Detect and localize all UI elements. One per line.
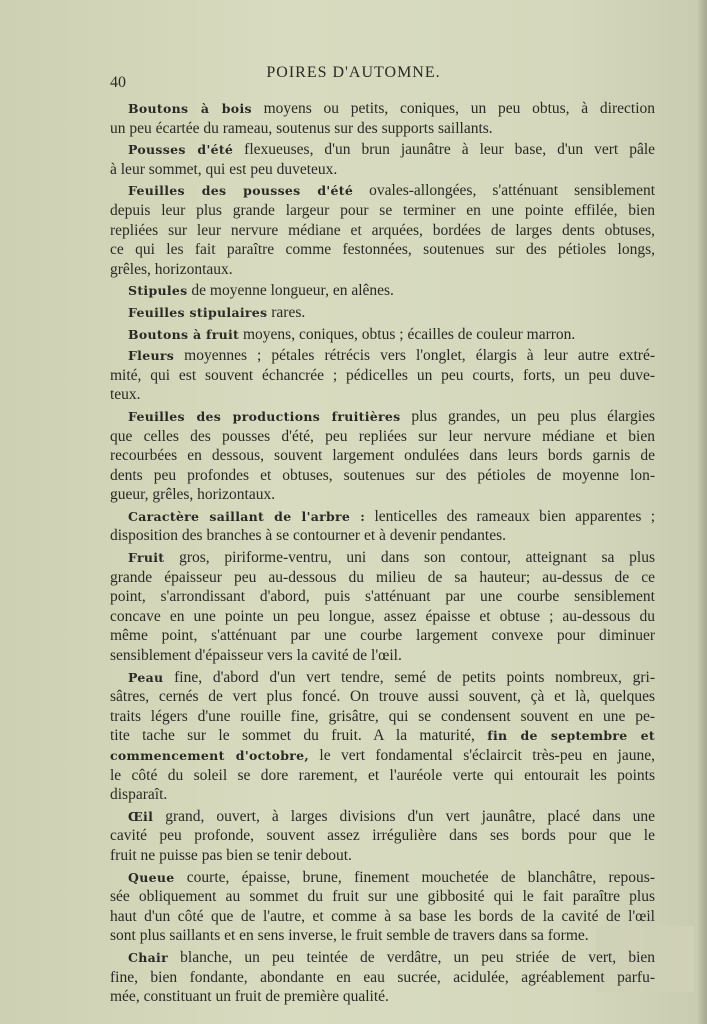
line-text: concave en une pointe un peu longue, assez épaisse et obtuse ; au-dessous du xyxy=(110,607,655,625)
text-line xyxy=(110,119,655,139)
line-text: sont plus saillants et en sens inverse, le fruit semble de travers dans sa forme. xyxy=(110,927,589,945)
text-line xyxy=(110,140,655,160)
text-line xyxy=(110,726,655,746)
line-text: traits légers d'une rouille fine, grisâtre, qui se condensent souvent en une pe- xyxy=(110,707,655,725)
paragraph xyxy=(110,948,655,1007)
paragraph-lead-term: Fleurs xyxy=(128,348,175,364)
line-text: dents peu profondes et obtuses, soutenues sur des pétioles de moyenne lon- xyxy=(110,466,655,484)
text-line xyxy=(110,868,655,888)
paragraph-lead-term: Boutons à bois xyxy=(128,101,252,116)
line-text: recourbées en dessous, souvent largement ondulées dans leurs bords garnis de xyxy=(110,447,655,465)
line-text: de moyenne longueur, en alênes. xyxy=(191,282,394,300)
text-line xyxy=(110,466,655,486)
paragraph xyxy=(110,303,655,323)
line-text: tite tache sur le sommet du fruit. A la maturité, xyxy=(110,727,475,745)
text-line xyxy=(110,907,655,927)
text-line xyxy=(110,427,655,447)
line-text: sâtres, cernés de vert plus foncé. On trouve aussi souvent, çà et là, quelques xyxy=(110,688,655,706)
paragraph xyxy=(110,807,655,866)
text-line xyxy=(110,281,655,301)
text-line xyxy=(110,968,655,988)
page-edge-shadow xyxy=(697,0,707,1024)
text-line xyxy=(110,687,655,707)
text-line xyxy=(110,646,655,666)
page-number: 40 xyxy=(110,74,126,91)
text-line xyxy=(110,99,655,119)
line-text: un peu écartée du rameau, soutenus sur des supports saillants. xyxy=(110,119,493,137)
line-text: mité, qui est souvent échancrée ; pédicelles un peu courts, forts, un peu duve- xyxy=(110,366,655,384)
line-text: le vert fondamental s'éclaircit très-peu en jaune, xyxy=(319,747,656,764)
inline-bold-term: commencement d'octobre, xyxy=(110,748,310,763)
line-text: disposition des branches à se contourner et à devenir pendantes. xyxy=(110,527,506,545)
paragraph xyxy=(110,99,655,138)
paragraph xyxy=(110,181,655,279)
line-text: fine, bien fondante, abondante en eau sucrée, acidulée, agréablement parfu- xyxy=(110,968,655,986)
inline-bold-term: fin de septembre et xyxy=(487,728,655,744)
line-text: à leur sommet, qui est peu duveteux. xyxy=(110,160,338,178)
text-line xyxy=(110,346,655,366)
line-text: grêles, horizontaux. xyxy=(110,260,233,278)
paragraph-lead-term: Pousses d'été xyxy=(128,142,234,158)
text-line xyxy=(110,240,655,260)
text-line xyxy=(110,607,655,627)
text-line xyxy=(110,926,655,946)
text-line xyxy=(110,807,655,827)
line-text: flexueuses, d'un brun jaunâtre à leur base, d'un vert pâle xyxy=(244,141,656,159)
line-text: blanche, un peu teintée de verdâtre, un peu striée de vert, bien xyxy=(180,948,656,966)
text-line xyxy=(110,707,655,727)
text-line xyxy=(110,260,655,280)
text-line xyxy=(110,526,655,546)
paragraph xyxy=(110,281,655,301)
text-line xyxy=(110,507,655,527)
paragraph-lead-term: Caractère saillant de l'arbre : xyxy=(128,508,366,524)
text-line xyxy=(110,325,655,345)
line-text: gros, piriforme-ventru, uni dans son contour, atteignant sa plus xyxy=(179,549,656,567)
paragraph xyxy=(110,868,655,946)
text-line xyxy=(110,385,655,405)
line-text: le côté du soleil se dore rarement, et l'auréole verte qui entourait les points xyxy=(110,766,655,784)
paragraph-lead-term: Chair xyxy=(128,949,168,965)
line-text: grand, ouvert, à larges divisions d'un vert jaunâtre, placé dans une xyxy=(165,807,656,825)
text-line xyxy=(110,846,655,866)
paragraph xyxy=(110,325,655,345)
line-text: plus grandes, un peu plus élargies xyxy=(411,407,655,425)
text-line xyxy=(110,587,655,607)
paragraph xyxy=(110,548,655,666)
line-text: rares. xyxy=(271,303,306,321)
text-line xyxy=(110,221,655,241)
text-line xyxy=(110,785,655,805)
paragraph-lead-term: Boutons à fruit xyxy=(128,326,240,342)
text-line xyxy=(110,548,655,568)
text-line xyxy=(110,987,655,1007)
line-text: lenticelles des rameaux bien apparentes ; xyxy=(374,507,655,525)
text-line xyxy=(110,160,655,180)
paragraph xyxy=(110,346,655,405)
line-text: haut d'un côté que de l'autre, et comme à sa base les bords de la cavité de l'œil xyxy=(110,907,655,925)
line-text: cavité peu profonde, souvent assez irrégulière dans ses bords pour que le xyxy=(110,827,655,845)
text-line xyxy=(110,948,655,968)
line-text: repliées sur leur nervure médiane et arquées, bordées de larges dents obtuses, xyxy=(110,221,655,239)
text-line xyxy=(110,826,655,846)
line-text: fruit ne puisse pas bien se tenir debout. xyxy=(110,846,352,864)
line-text: moyennes ; pétales rétrécis vers l'onglet, élargis à leur autre extré- xyxy=(184,347,656,365)
line-text: sensiblement d'épaisseur vers la cavité de l'œil. xyxy=(110,647,402,665)
text-line xyxy=(110,668,655,688)
line-text: sée obliquement au sommet du fruit sur une gibbosité qui le fait paraître plus xyxy=(110,888,655,906)
line-text: teux. xyxy=(110,386,141,404)
line-text: depuis leur plus grande largeur pour se terminer en une pointe effilée, bien xyxy=(110,201,655,219)
text-line xyxy=(110,366,655,386)
text-line xyxy=(110,407,655,427)
line-text: même point, s'atténuant par une courbe largement convexe pour diminuer xyxy=(110,627,655,645)
paragraph-lead-term: Stipules xyxy=(128,283,188,299)
paragraph xyxy=(110,407,655,505)
line-text: moyens, coniques, obtus ; écailles de couleur marron. xyxy=(242,325,576,343)
line-text: courte, épaisse, brune, finement mouchetée de blanchâtre, repous- xyxy=(186,868,655,886)
line-text: fine, d'abord d'un vert tendre, semé de petits points nombreux, gri- xyxy=(174,668,656,686)
text-line xyxy=(110,446,655,466)
paragraph xyxy=(110,507,655,546)
page-body-text xyxy=(110,99,655,1009)
line-text: gueur, grêles, horizontaux. xyxy=(110,486,276,504)
running-title: POIRES D'AUTOMNE. xyxy=(266,64,441,81)
text-line xyxy=(110,181,655,201)
line-text: grande épaisseur peu au-dessous du milieu de sa hauteur; au-dessus de ce xyxy=(110,568,655,586)
text-line xyxy=(110,568,655,588)
text-line xyxy=(110,201,655,221)
paragraph-lead-term: Queue xyxy=(128,869,175,885)
text-line xyxy=(110,626,655,646)
paragraph-lead-term: Œil xyxy=(128,808,154,824)
line-text: ce qui les fait paraître comme festonnées, soutenues sur des pétioles longs, xyxy=(110,241,655,259)
line-text: disparaît. xyxy=(110,786,168,804)
paragraph xyxy=(110,668,655,805)
text-line xyxy=(110,303,655,323)
paragraph-lead-term: Feuilles des productions fruitières xyxy=(128,408,401,424)
text-line xyxy=(110,887,655,907)
paragraph-lead-term: Peau xyxy=(128,669,164,685)
line-text: mée, constituant un fruit de première qualité. xyxy=(110,988,389,1006)
paragraph-lead-term: Fruit xyxy=(128,550,165,566)
line-text: que celles des pousses d'été, peu repliées sur leur nervure médiane et bien xyxy=(110,427,655,445)
line-text: point, s'arrondissant d'abord, puis s'atténuant par une courbe sensiblement xyxy=(110,588,655,606)
paragraph-lead-term: Feuilles des pousses d'été xyxy=(128,183,354,199)
text-line xyxy=(110,746,655,766)
text-line xyxy=(110,766,655,786)
line-text: moyens ou petits, coniques, un peu obtus, à direction xyxy=(263,100,655,117)
paragraph xyxy=(110,140,655,179)
paragraph-lead-term: Feuilles stipulaires xyxy=(128,304,268,320)
line-text: ovales-allongées, s'atténuant sensiblement xyxy=(369,182,656,200)
text-line xyxy=(110,485,655,505)
